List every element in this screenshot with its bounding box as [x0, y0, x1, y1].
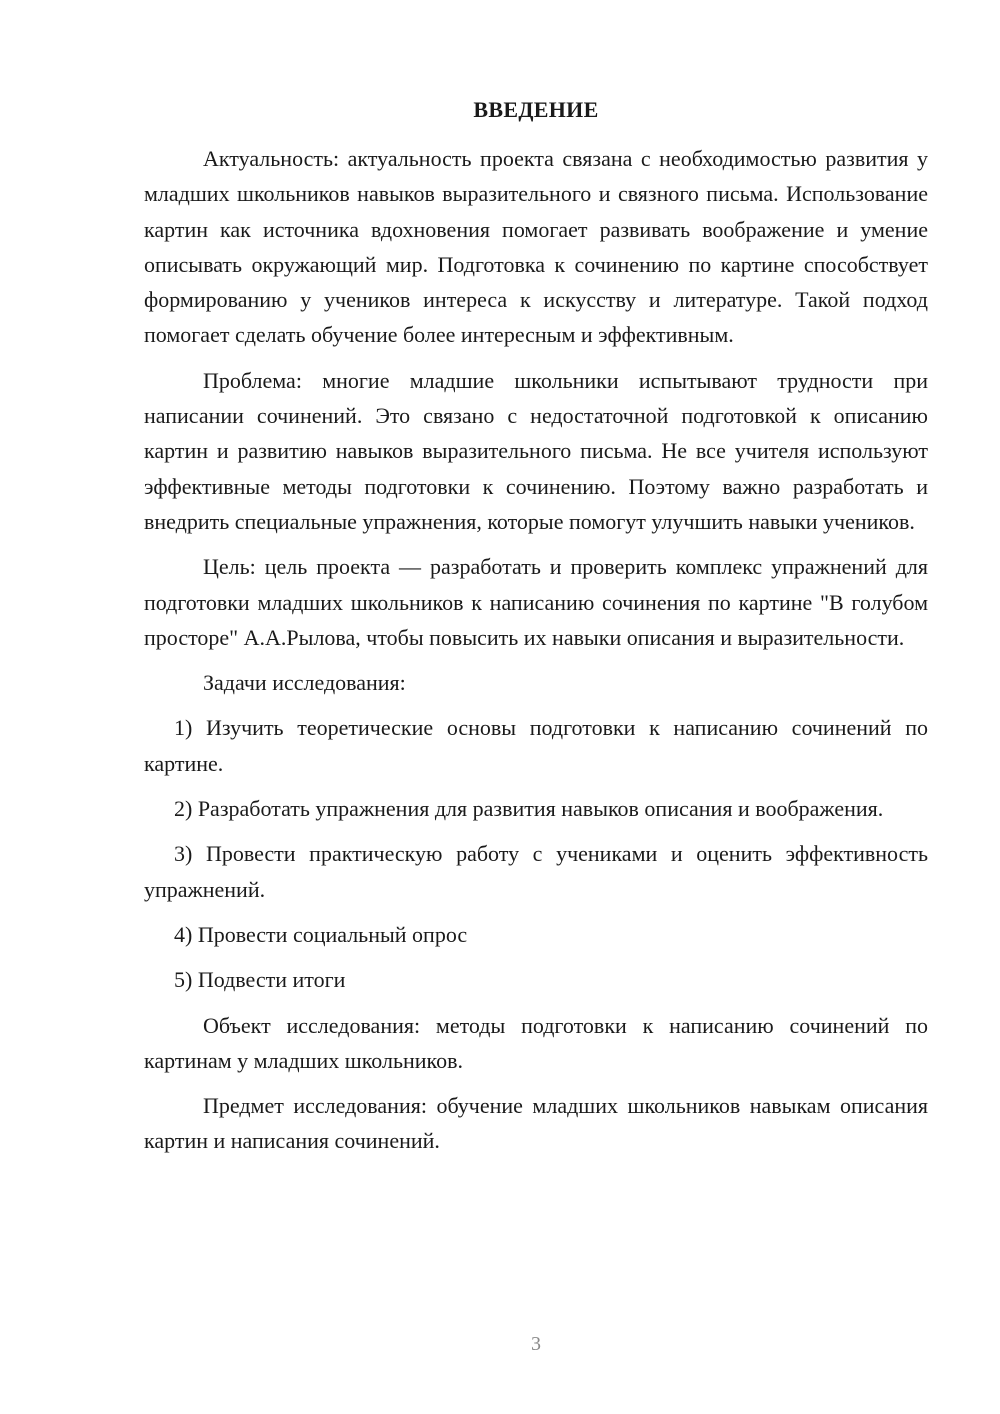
paragraph-problem: Проблема: многие младшие школьники испытывают трудности при написании сочинений. Это связано с недостаточной подготовкой к описанию картин и развитию навыков выразительного письма. Не все учителя используют эффективные методы подготовки к сочинению. Поэтому важно разработать и внедрить специальные упражнения, которые помогут улучшить навыки учеников. [144, 367, 928, 534]
page-number: 3 [531, 1333, 541, 1355]
paragraph-subject: Предмет исследования: обучение младших школьников навыкам описания картин и написания сочинений. [144, 1093, 928, 1154]
paragraph-goal: Цель: цель проекта — разработать и проверить комплекс упражнений для подготовки младших школьников к написанию сочинения по картине "В голубом просторе" А.А.Рылова, чтобы повысить их навыки описания и выразительности. [144, 554, 928, 650]
page-title: ВВЕДЕНИЕ [473, 97, 599, 122]
document-body [144, 141, 928, 1169]
paragraph-relevance: Актуальность: актуальность проекта связана с необходимостью развития у младших школьников навыков выразительного и связного письма. Использование картин как источника вдохновения помогает развивать воображение и умение описывать окружающий мир. Подготовка к сочинению по картине способствует формированию у учеников интереса к искусству и литературе. Такой подход помогает сделать обучение более интересным и эффективным. [144, 146, 928, 348]
task-item-3: 3) Провести практическую работу с учениками и оценить эффективность упражнений. [144, 841, 928, 902]
tasks-heading: Задачи исследования: [203, 670, 406, 696]
paragraph-object: Объект исследования: методы подготовки к написанию сочинений по картинам у младших школьников. [144, 1012, 928, 1073]
task-item-5: 5) Подвести итоги [174, 967, 346, 993]
task-item-1: 1) Изучить теоретические основы подготовки к написанию сочинений по картине. [144, 715, 928, 776]
task-item-4: 4) Провести социальный опрос [174, 921, 468, 947]
task-item-2: 2) Разработать упражнения для развития навыков описания и воображения. [174, 796, 884, 822]
